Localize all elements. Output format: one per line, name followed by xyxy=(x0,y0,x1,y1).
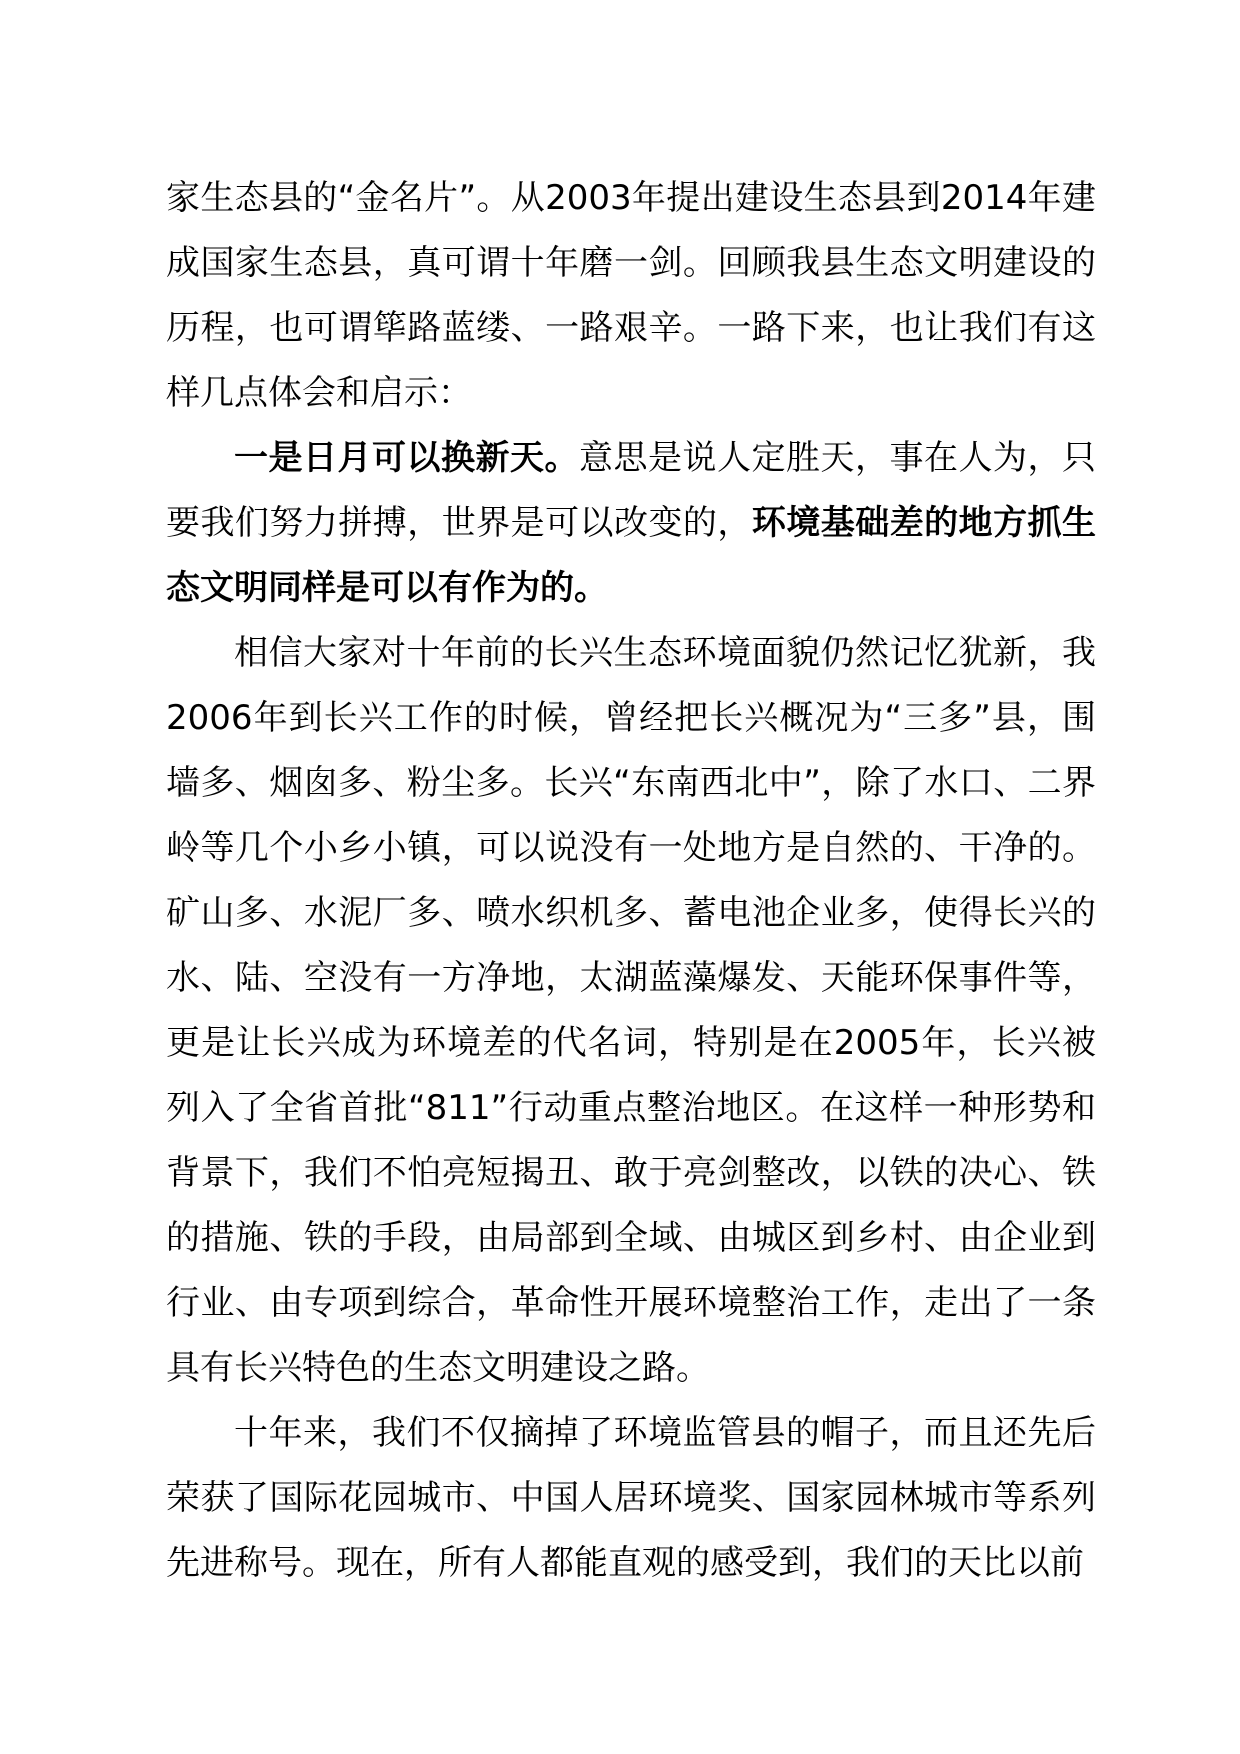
paragraph-4 xyxy=(166,1401,1096,1596)
document-body xyxy=(166,166,1096,1596)
paragraph-2-emphasis: 环境基础差的地方抓生态文明同样是可以有作为的。 xyxy=(166,503,1097,608)
paragraph-4-text: 十年来，我们不仅摘掉了环境监管县的帽子，而且还先后荣获了国际花园城市、中国人居环境奖、国家园林城市等系列先进称号。现在，所有人都能直观的感受到，我们的天比以前 xyxy=(166,1413,1096,1583)
paragraph-3-text: 相信大家对十年前的长兴生态环境面貌仍然记忆犹新，我2006年到长兴工作的时候，曾经把长兴概况为“三多”县，围墙多、烟囱多、粉尘多。长兴“东南西北中”，除了水口、二界岭等几个小乡小镇，可以说没有一处地方是自然的、干净的。矿山多、水泥厂多、喷水织机多、蓄电池企业多，使得长兴的水、陆、空没有一方净地，太湖蓝藻爆发、天能环保事件等，更是让长兴成为环境差的代名词，特别是在2005年，长兴被列入了全省首批“811”行动重点整治地区。在这样一种形势和背景下，我们不怕亮短揭丑、敢于亮剑整改，以铁的决心、铁的措施、铁的手段，由局部到全域、由城区到乡村、由企业到行业、由专项到综合，革命性开展环境整治工作，走出了一条具有长兴特色的生态文明建设之路。 xyxy=(166,633,1096,1388)
paragraph-2-heading: 一是日月可以换新天。 xyxy=(234,438,579,478)
paragraph-2 xyxy=(166,426,1096,621)
paragraph-1-text: 家生态县的“金名片”。从2003年提出建设生态县到2014年建成国家生态县，真可谓十年磨一剑。回顾我县生态文明建设的历程，也可谓筚路蓝缕、一路艰辛。一路下来，也让我们有这样几点体会和启示： xyxy=(166,178,1096,413)
paragraph-2-text: 意思是说人定胜天，事在人为，只要我们努力拼搏，世界是可以改变的， xyxy=(166,438,1096,543)
paragraph-1 xyxy=(166,166,1096,426)
paragraph-3 xyxy=(166,621,1096,1401)
